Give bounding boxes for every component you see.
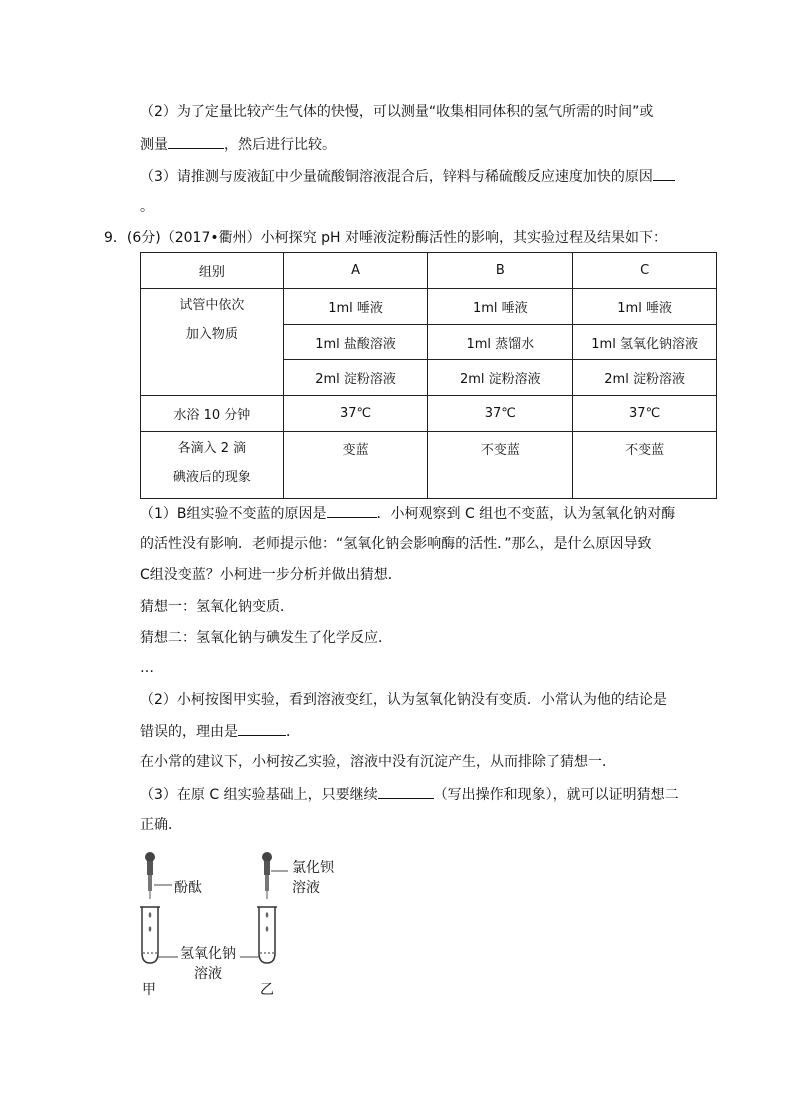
q9-stem: 9．(6分)（2017•衢州）小柯探究 pH 对唾液淀粉酶活性的影响，其实验过程及结果如下： [104,230,667,246]
header-a: A [283,253,428,289]
table-cell: 2ml 淀粉溶液 [428,360,573,396]
table-row [141,396,717,432]
header-group: 组别 [141,253,284,289]
experiment-figure [130,845,390,1005]
barium-chloride-label: 氯化钡 [292,860,334,876]
phenolphthalein-label: 酚酞 [174,880,202,896]
q9-part3-line2: 正确． [140,817,182,833]
table-cell: 1ml 唾液 [573,289,717,325]
table-cell: 不变蓝 [428,432,573,499]
q9-part2-tail: ． [286,724,300,740]
label-line: 试管中依次 [179,298,245,313]
prev-q-part3-line2: 。 [140,199,154,215]
q9-part3-line1 [140,784,679,805]
q9-guess2: 猜想二：氢氧化钠与碘发生了化学反应． [140,630,392,646]
test-tube-icon [257,907,277,963]
bath-label: 水浴 10 分钟 [141,396,284,432]
q9-part2-line3: 在小常的建议下，小柯按乙实验，溶液中没有沉淀产生，从而排除了猜想一． [140,754,616,770]
prev-q-part3-line1 [140,166,675,187]
table-header-row [141,253,717,289]
q9-guess1: 猜想一：氢氧化钠变质． [140,599,294,615]
q9-part1-tail: ．小柯观察到 C 组也不变蓝，认为氢氧化钠对酶 [376,506,676,522]
answer-blank[interactable] [238,721,286,736]
answer-blank[interactable] [168,134,224,149]
q9-part3-tail: （写出操作和现象），就可以证明猜想二 [433,787,679,803]
label-line: 加入物质 [185,327,238,342]
table-cell: 不变蓝 [573,432,717,499]
dropper-icon [145,852,155,899]
table-cell: 1ml 唾液 [428,289,573,325]
answer-blank[interactable] [653,166,675,181]
sodium-hydroxide-label-2: 溶液 [194,966,222,982]
table-cell: 1ml 唾液 [283,289,428,325]
q9-part1-text: （1）B组实验不变蓝的原因是 [140,506,327,522]
prev-q-part2-tail: ，然后进行比较。 [224,137,336,153]
header-b: B [428,253,573,289]
table-cell: 变蓝 [283,432,428,499]
q9-ellipsis: … [140,660,154,676]
add-substances-label [141,289,284,396]
table-cell: 1ml 氢氧化钠溶液 [573,325,717,360]
q9-part2-line2 [140,721,300,742]
q9-part1-line2: 的活性没有影响．老师提示他：“氢氧化钠会影响酶的活性．”那么，是什么原因导致 [140,536,652,552]
q9-part2-line1: （2）小柯按图甲实验，看到溶液变红，认为氢氧化钠没有变质．小常认为他的结论是 [140,692,667,708]
answer-blank[interactable] [327,503,377,518]
table-row [141,289,717,325]
table-row [141,432,717,499]
table-cell: 37℃ [283,396,428,432]
sodium-hydroxide-label: 氢氧化钠 [180,946,236,962]
observation-label [141,432,284,499]
answer-blank[interactable] [378,784,434,799]
header-c: C [573,253,717,289]
table-cell: 37℃ [573,396,717,432]
label-line: 碘液后的现象 [172,470,251,485]
table-cell: 37℃ [428,396,573,432]
prev-q-part2-line2 [140,134,336,155]
table-cell: 2ml 淀粉溶液 [573,360,717,396]
prev-q-part2-text: 测量 [140,137,168,153]
prev-q-part3-text: （3）请推测与废液缸中少量硫酸铜溶液混合后，锌料与稀硫酸反应速度加快的原因 [140,169,653,185]
table-cell: 1ml 盐酸溶液 [283,325,428,360]
experiment-table [140,252,717,499]
test-tube-icon [140,907,160,963]
q9-part1-line3: C组没变蓝？小柯进一步分析并做出猜想． [140,567,402,583]
q9-part1-line1 [140,503,675,524]
table-cell: 2ml 淀粉溶液 [283,360,428,396]
barium-chloride-label-2: 溶液 [292,880,320,896]
prev-q-part2-line1: （2）为了定量比较产生气体的快慢，可以测量“收集相同体积的氢气所需的时间”或 [140,104,654,120]
figure-label-jia: 甲 [142,982,156,998]
table-cell: 1ml 蒸馏水 [428,325,573,360]
figure-label-yi: 乙 [260,982,274,998]
label-line: 各滴入 2 滴 [177,441,247,456]
q9-part3-text: （3）在原 C 组实验基础上，只要继续 [140,787,378,803]
q9-part2-text: 错误的，理由是 [140,724,238,740]
dropper-icon [262,852,272,899]
